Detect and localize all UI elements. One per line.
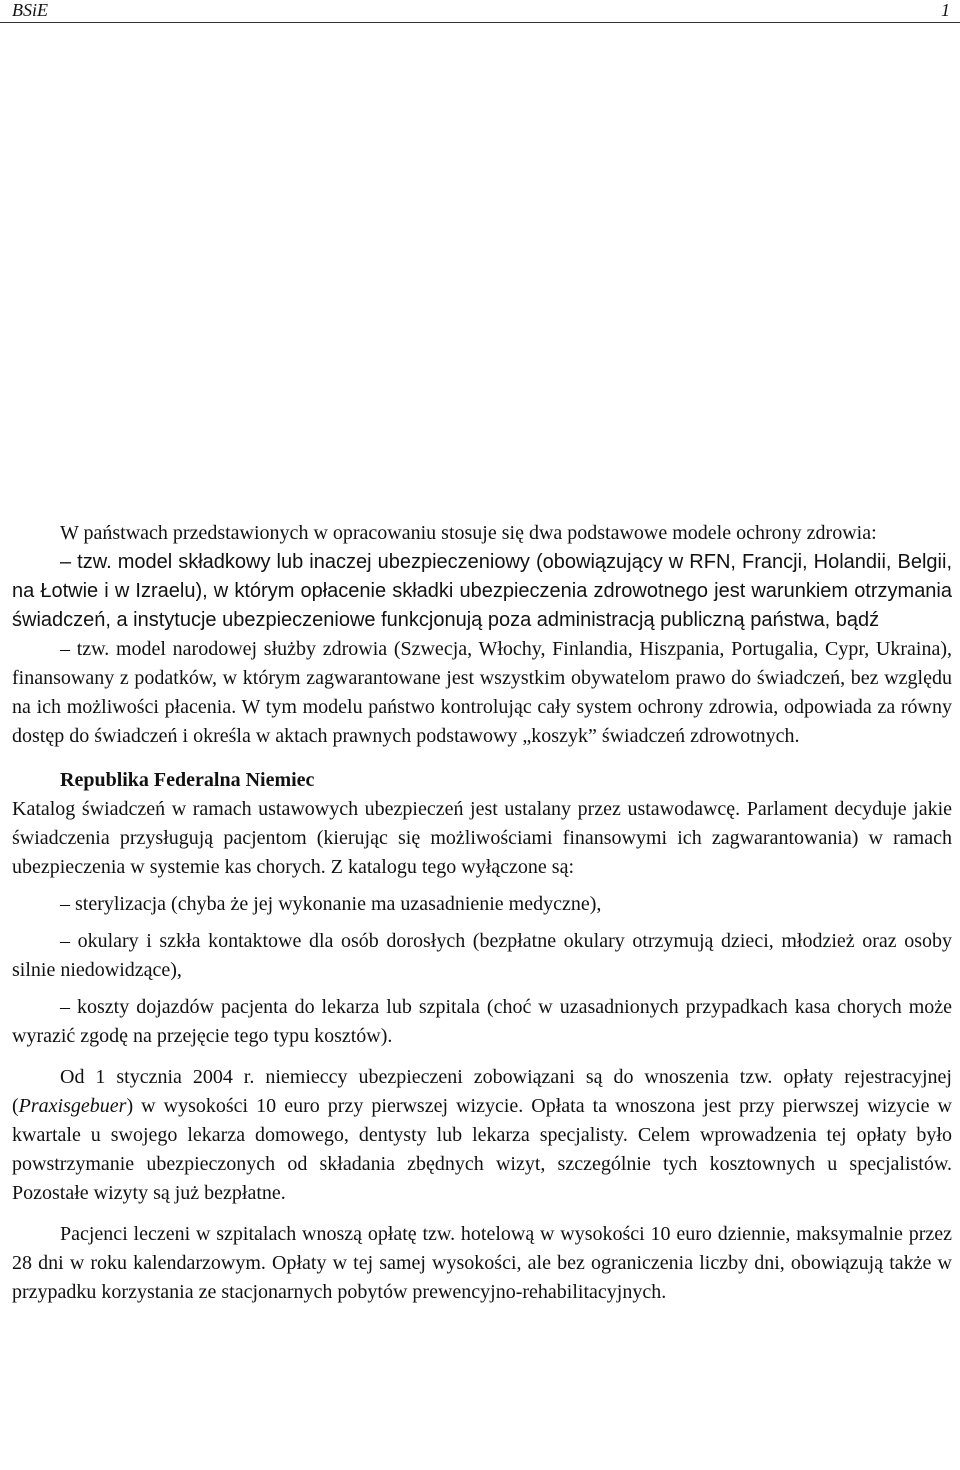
- registration-fee-paragraph: [12, 1063, 952, 1208]
- hospital-fee-paragraph: Pacjenci leczeni w szpitalach wnoszą opłatę tzw. hotelową w wysokości 10 euro dziennie, maksymalnie przez 28 dni w roku kalendarzowym. Opłaty w tej samej wysokości, ale bez ograniczenia liczby dni, obowiązują także w przypadku korzystania ze stacjonarnych pobytów prewencyjno-rehabilitacyjnych.: [12, 1223, 952, 1303]
- term-praxisgebuer: Praxisgebuer: [18, 1095, 127, 1117]
- intro-paragraph: W państwach przedstawionych w opracowaniu stosuje się dwa podstawowe modele ochrony zdrowia:: [60, 522, 877, 544]
- header-title: BSiE: [12, 0, 48, 20]
- model-item-insurance: – tzw. model składkowy lub inaczej ubezpieczeniowy (obowiązujący w RFN, Francji, Holandii, Belgii, na Łotwie i w Izraelu), w którym opłacenie składki ubezpieczenia zdrowotnego jest warunkiem otrzymania świadczeń, a instytucje ubezpieczeniowe funkcjonują poza administracją publiczną państwa, bądź: [12, 551, 952, 631]
- section-heading: Republika Federalna Niemiec: [60, 769, 315, 791]
- catalog-paragraph: Katalog świadczeń w ramach ustawowych ubezpieczeń jest ustalany przez ustawodawcę. Parlament decyduje jakie świadczenia przysługują pacjentom (kierując się możliwościami finansowymi ich zagwarantowania) w ramach ubezpieczenia w systemie kas chorych. Z katalogu tego wyłączone są:: [12, 798, 952, 878]
- model-item-national: – tzw. model narodowej służby zdrowia (Szwecja, Włochy, Finlandia, Hiszpania, Portugalia, Cypr, Ukraina), finansowany z podatków, w którym zagwarantowane jest wszystkim obywatelom prawo do świadczeń, bez względu na ich możliwości płacenia. W tym modelu państwo kontrolując cały system ochrony zdrowia, odpowiada za równy dostęp do świadczeń i określa w aktach prawnych podstawowy „koszyk” świadczeń zdrowotnych.: [12, 638, 952, 747]
- exclusion-item: – sterylizacja (chyba że jej wykonanie ma uzasadnienie medyczne),: [60, 893, 602, 915]
- exclusion-item: – koszty dojazdów pacjenta do lekarza lub szpitala (choć w uzasadnionych przypadkach kasa chorych może wyrazić zgodę na przejęcie tego typu kosztów).: [12, 996, 952, 1047]
- page-header: [0, 0, 960, 23]
- exclusion-item: – okulary i szkła kontaktowe dla osób dorosłych (bezpłatne okulary otrzymują dzieci, młodzież oraz osoby silnie niedowidzące),: [12, 930, 952, 981]
- text-run: Od 1 stycznia 2004 r. niemieccy ubezpieczeni zobowiązani są do wnoszenia tzw. opłaty rejestracyjnej (: [12, 1066, 952, 1117]
- page-number: 1: [941, 0, 950, 20]
- document-body: [12, 519, 952, 1307]
- text-run: ) w wysokości 10 euro przy pierwszej wizycie. Opłata ta wnoszona jest przy pierwszej wizycie w kwartale u swojego lekarza domowego, dentysty lub lekarza specjalisty. Celem wprowadzenia tej opłaty było powstrzymanie ubezpieczonych od składania zbędnych wizyt, szczególnie tych kosztownych u specjalistów. Pozostałe wizyty są już bezpłatne.: [12, 1095, 952, 1204]
